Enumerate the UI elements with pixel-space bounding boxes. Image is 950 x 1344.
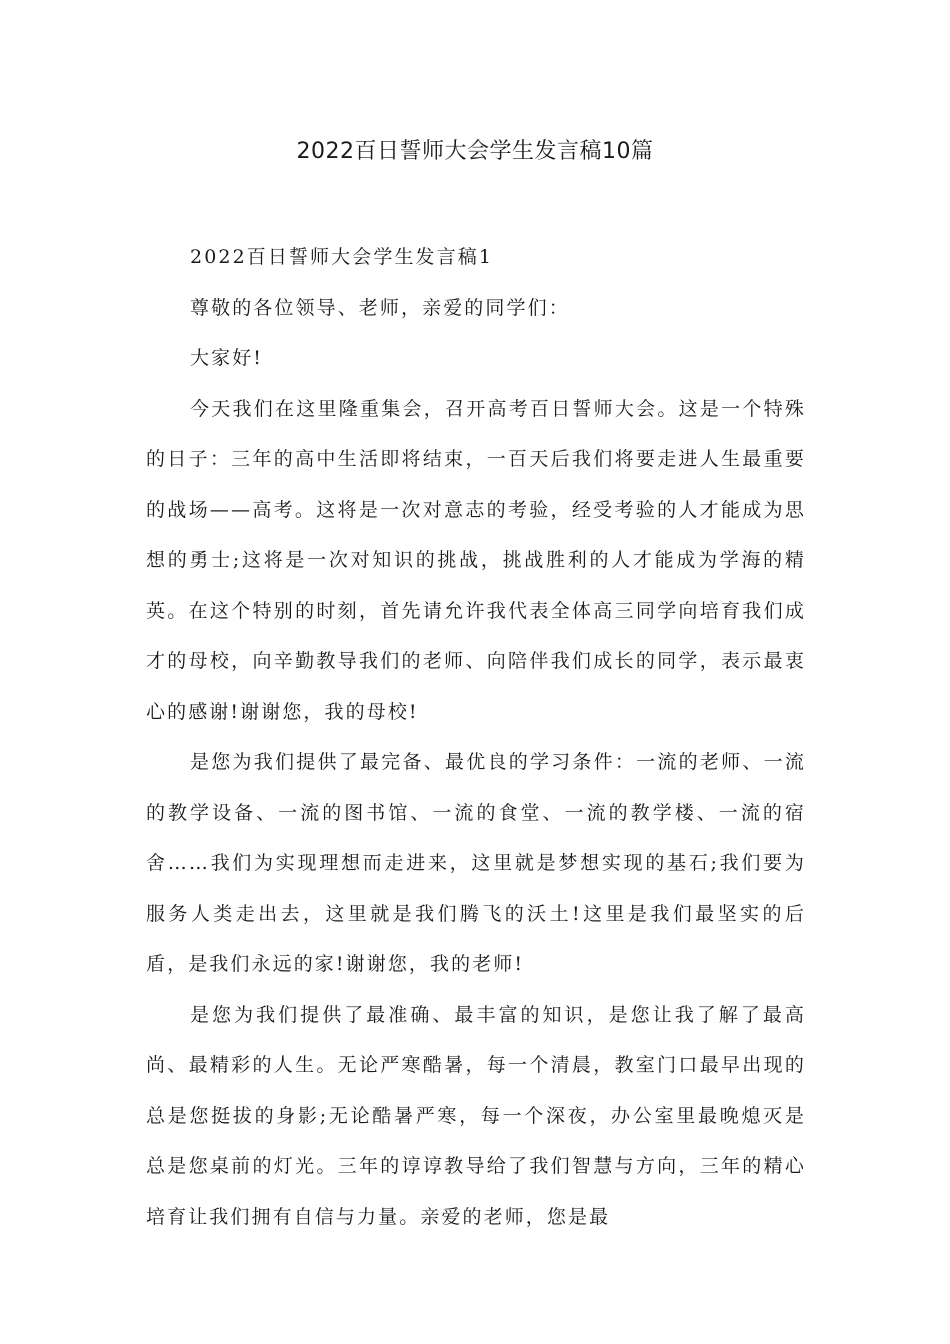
body-paragraph: 是您为我们提供了最完备、最优良的学习条件：一流的老师、一流的教学设备、一流的图书馆、一流的食堂、一流的教学楼、一流的宿舍……我们为实现理想而走进来，这里就是梦想实现的基石;我们要为服务人类走出去，这里就是我们腾飞的沃土!这里是我们最坚实的后盾，是我们永远的家!谢谢您，我的老师! [146, 751, 806, 975]
section-heading: 2022百日誓师大会学生发言稿1 [190, 246, 494, 268]
document-title: 2022百日誓师大会学生发言稿10篇 [296, 139, 654, 164]
body-paragraph: 今天我们在这里隆重集会，召开高考百日誓师大会。这是一个特殊的日子：三年的高中生活即将结束，一百天后我们将要走进人生最重要的战场——高考。这将是一次对意志的考验，经受考验的人才能成为思想的勇士;这将是一次对知识的挑战，挑战胜利的人才能成为学海的精英。在这个特别的时刻，首先请允许我代表全体高三同学向培育我们成才的母校，向辛勤教导我们的老师、向陪伴我们成长的同学，表示最衷心的感谢!谢谢您，我的母校! [146, 397, 806, 723]
document-body [146, 232, 806, 1242]
salutation: 尊敬的各位领导、老师，亲爱的同学们： [190, 296, 570, 319]
greeting: 大家好! [190, 347, 264, 369]
body-paragraph: 是您为我们提供了最准确、最丰富的知识，是您让我了解了最高尚、最精彩的人生。无论严寒酷暑，每一个清晨，教室门口最早出现的总是您挺拔的身影;无论酷暑严寒，每一个深夜，办公室里最晚熄灭是总是您桌前的灯光。三年的谆谆教导给了我们智慧与方向，三年的精心培育让我们拥有自信与力量。亲爱的老师，您是最 [146, 1003, 806, 1228]
